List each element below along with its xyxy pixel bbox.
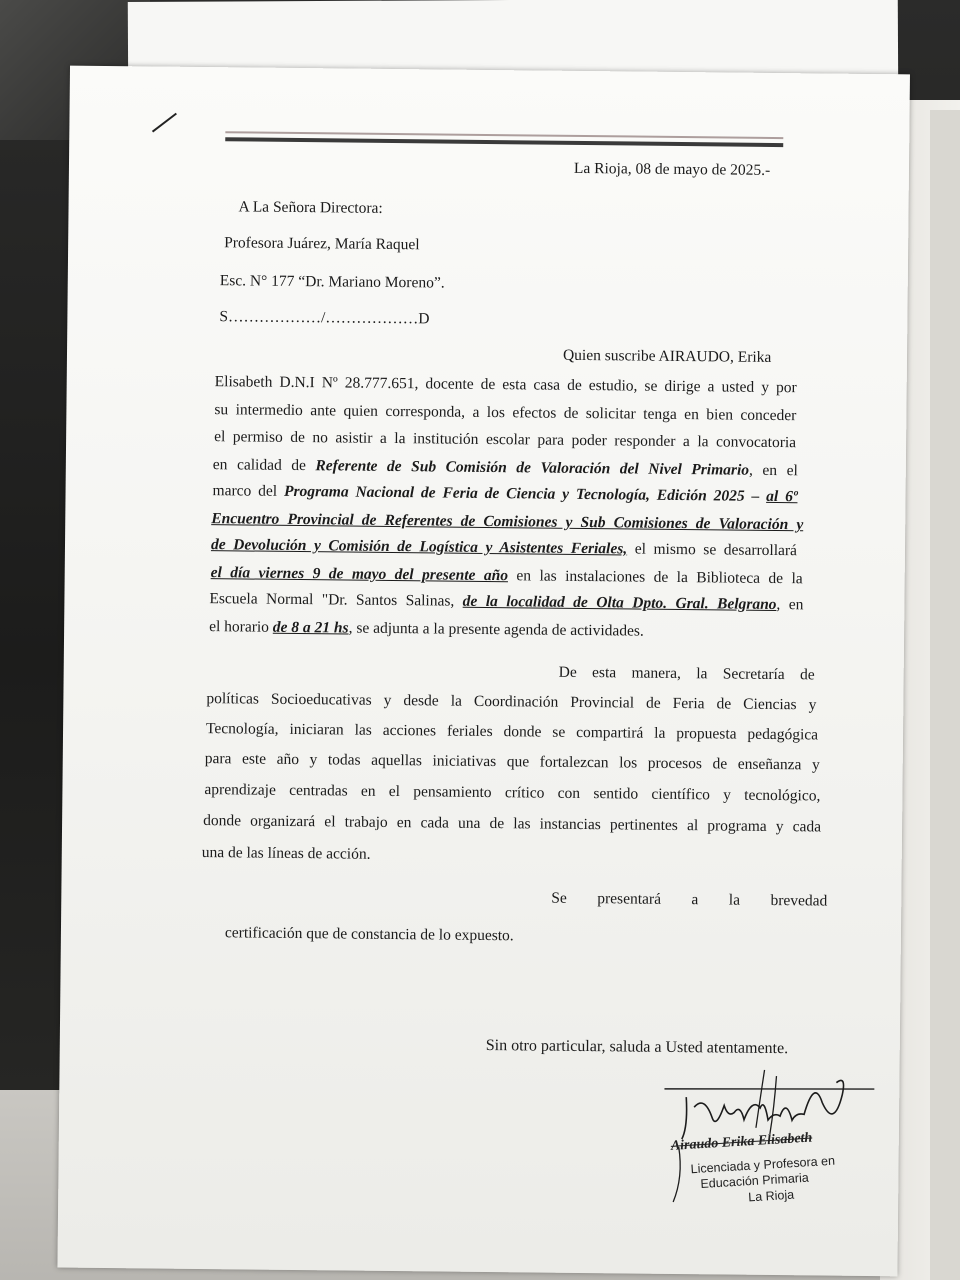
para3-line-1: Se presentará a la brevedad bbox=[551, 889, 828, 910]
place-date: La Rioja, 08 de mayo de 2025.- bbox=[573, 159, 771, 179]
para1-line-5-tail: , en el bbox=[748, 461, 798, 480]
para1-line-10-text: Escuela Normal "Dr. Santos Salinas, bbox=[209, 590, 463, 610]
header-rule bbox=[225, 137, 783, 147]
addressee-line-1: A La Señora Directora: bbox=[238, 198, 383, 217]
para1-line-4: el permiso de no asistir a la institución escolar para poder responder a la convocatoria bbox=[214, 428, 797, 452]
pen-mark bbox=[152, 113, 177, 133]
para1-line-9-underlined: el día viernes 9 de mayo del presente año bbox=[210, 564, 509, 585]
stamp-line-3: La Rioja bbox=[747, 1187, 795, 1205]
para1-line-8-text: el mismo se desarrollará bbox=[627, 540, 798, 560]
para1-line-10 bbox=[209, 589, 803, 615]
para1-line-10-underlined: de la localidad de Olta Dpto. Gral. Belgrano bbox=[462, 592, 777, 614]
para2-line-7: una de las líneas de acción. bbox=[201, 844, 371, 863]
para1-line-7: Encuentro Provincial de Referentes de Comisiones y Sub Comisiones de Valoración y bbox=[211, 510, 804, 534]
para1-line-2: Elisabeth D.N.I Nº 28.777.651, docente de esta casa de estudio, se dirige a usted y por bbox=[214, 373, 797, 397]
para1-line-9 bbox=[211, 563, 803, 589]
signature-name-script: Airaudo Erika Elisabeth bbox=[670, 1130, 813, 1154]
para1-line-11-tail: , se adjunta a la presente agenda de actividades. bbox=[348, 619, 644, 640]
right-paper-edge bbox=[930, 110, 960, 1280]
para1-line-5 bbox=[213, 455, 798, 481]
para1-line-8 bbox=[211, 535, 797, 561]
para1-line-11 bbox=[209, 617, 644, 642]
stamp-line-1: Licenciada y Profesora en bbox=[690, 1153, 836, 1177]
para2-line-3: Tecnología, iniciaran las acciones feriales donde se compartirá la propuesta pedagógica bbox=[205, 720, 819, 744]
para1-line-3: su intermedio ante quien corresponda, a los efectos de solicitar tenga en bien conceder bbox=[214, 401, 797, 425]
para2-line-2: políticas Socioeducativas y desde la Coordinación Provincial de Feria de Ciencias y bbox=[206, 690, 817, 714]
addressee-line-2: Profesora Juárez, María Raquel bbox=[224, 234, 420, 254]
para1-line-9-text: en las instalaciones de la Biblioteca de la bbox=[507, 567, 803, 588]
para2-line-6: donde organizará el trabajo en cada una de las instancias pertinentes al programa y cada bbox=[203, 812, 822, 836]
para1-line-1: Quien suscribe AIRAUDO, Erika bbox=[562, 346, 772, 366]
para1-line-5-text: en calidad de bbox=[212, 456, 316, 475]
para1-line-11-underlined: de 8 a 21 hs bbox=[272, 618, 349, 637]
para1-line-5-emphasis: Referente de Sub Comisión de Valoración del Nivel Primario bbox=[315, 457, 750, 479]
para1-line-8-underlined: de Devolución y Comisión de Logística y Asistentes Feriales, bbox=[210, 536, 628, 558]
letter-page bbox=[57, 66, 910, 1277]
addressee-line-4: S………………/………………D bbox=[219, 308, 430, 328]
closing-line: Sin otro particular, saluda a Usted atentamente. bbox=[485, 1037, 789, 1058]
para3-line-2: certificación que de constancia de lo expuesto. bbox=[224, 924, 514, 945]
para1-line-6-underlined: al 6º bbox=[766, 487, 798, 506]
para1-line-10-tail: , en bbox=[776, 596, 804, 614]
stamp-line-2: Educación Primaria bbox=[700, 1170, 810, 1192]
para2-line-4: para este año y todas aquellas iniciativas que fortalezcan los procesos de enseñanza y bbox=[204, 750, 820, 774]
para1-line-6 bbox=[212, 481, 797, 507]
para2-line-1: De esta manera, la Secretaría de bbox=[558, 663, 815, 684]
para1-line-11-text: el horario bbox=[209, 618, 273, 636]
addressee-line-3: Esc. N° 177 “Dr. Mariano Moreno”. bbox=[219, 272, 445, 292]
para1-line-6-emphasis: Programa Nacional de Feria de Ciencia y Tecnología, Edición 2025 – bbox=[283, 482, 767, 505]
para1-line-6-text: marco del bbox=[212, 482, 285, 500]
para2-line-5: aprendizaje centradas en el pensamiento crítico con sentido científico y tecnológico, bbox=[204, 781, 821, 805]
